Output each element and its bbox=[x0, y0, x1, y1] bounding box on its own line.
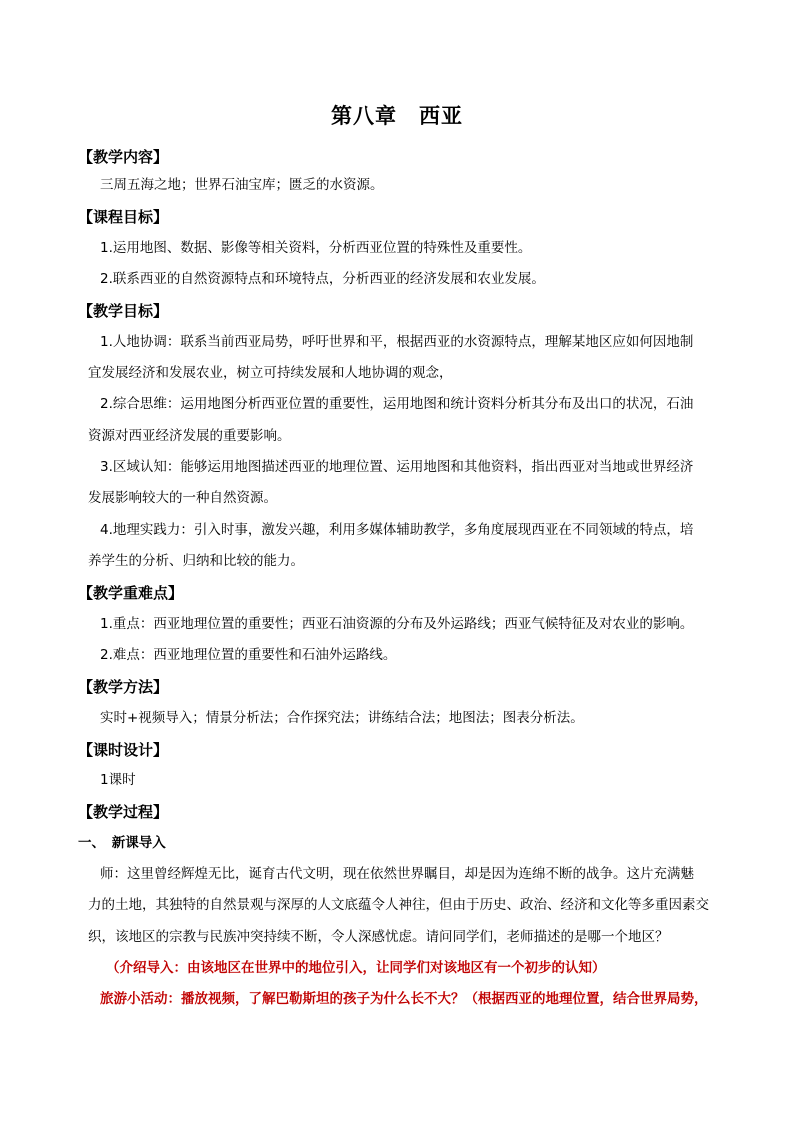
section-heading-process: 【教学过程】 bbox=[78, 803, 169, 821]
section-heading-content: 【教学内容】 bbox=[78, 148, 169, 166]
teaching-goal-line: 资源对西亚经济发展的重要影响。 bbox=[88, 428, 291, 444]
content-line: 三周五海之地；世界石油宝库；匮乏的水资源。 bbox=[100, 177, 384, 193]
curriculum-goal-line: 2.联系西亚的自然资源特点和环境特点，分析西亚的经济发展和农业发展。 bbox=[100, 271, 545, 287]
intro-note: （介绍导入：由该地区在世界中的地位引入，让同学们对该地区有一个初步的认知） bbox=[106, 960, 606, 976]
key-point-line: 1.重点：西亚地理位置的重要性；西亚石油资源的分布及外运路线；西亚气候特征及对农业的影响。 bbox=[100, 616, 694, 632]
process-line: 织，该地区的宗教与民族冲突持续不断，令人深感忧虑。请问同学们，老师描述的是哪一个地区？ bbox=[88, 929, 669, 945]
schedule-line: 1课时 bbox=[100, 772, 136, 788]
teaching-goal-line: 发展影响较大的一种自然资源。 bbox=[88, 490, 277, 506]
curriculum-goal-line: 1.运用地图、数据、影像等相关资料，分析西亚位置的特殊性及重要性。 bbox=[100, 240, 532, 256]
chapter-title: 第八章 西亚 bbox=[331, 104, 463, 128]
section-heading-schedule: 【课时设计】 bbox=[78, 741, 169, 759]
teaching-goal-line: 2.综合思维：运用地图分析西亚位置的重要性，运用地图和统计资料分析其分布及出口的状况，石油 bbox=[100, 396, 694, 412]
teaching-goal-line: 养学生的分析、归纳和比较的能力。 bbox=[88, 553, 304, 569]
section-heading-key-points: 【教学重难点】 bbox=[78, 584, 184, 602]
activity-note: 旅游小活动：播放视频，了解巴勒斯坦的孩子为什么长不大？（根据西亚的地理位置，结合世界局势， bbox=[100, 991, 708, 1007]
process-line: 师：这里曾经辉煌无比，诞育古代文明，现在依然世界瞩目，却是因为连绵不断的战争。这片充满魅 bbox=[100, 866, 694, 882]
section-heading-teaching-goals: 【教学目标】 bbox=[78, 302, 169, 320]
section-heading-methods: 【教学方法】 bbox=[78, 678, 169, 696]
section-heading-curriculum-goals: 【课程目标】 bbox=[78, 208, 169, 226]
teaching-goal-line: 3.区域认知：能够运用地图描述西亚的地理位置、运用地图和其他资料，指出西亚对当地或世界经济 bbox=[100, 459, 694, 475]
teaching-goal-line: 4.地理实践力：引入时事，激发兴趣，利用多媒体辅助教学，多角度展现西亚在不同领域的特点，培 bbox=[100, 522, 694, 538]
teaching-goal-line: 宜发展经济和发展农业，树立可持续发展和人地协调的观念， bbox=[88, 365, 453, 381]
process-line: 力的土地，其独特的自然景观与深厚的人文底蕴令人神往，但由于历史、政治、经济和文化等多重因素交 bbox=[88, 897, 709, 913]
teaching-goal-line: 1.人地协调：联系当前西亚局势，呼吁世界和平，根据西亚的水资源特点，理解某地区应如何因地制 bbox=[100, 334, 694, 350]
methods-line: 实时+视频导入；情景分析法；合作探究法；讲练结合法；地图法；图表分析法。 bbox=[100, 710, 584, 726]
process-subheading: 一、 新课导入 bbox=[78, 835, 166, 851]
key-point-line: 2.难点：西亚地理位置的重要性和石油外运路线。 bbox=[100, 647, 397, 663]
